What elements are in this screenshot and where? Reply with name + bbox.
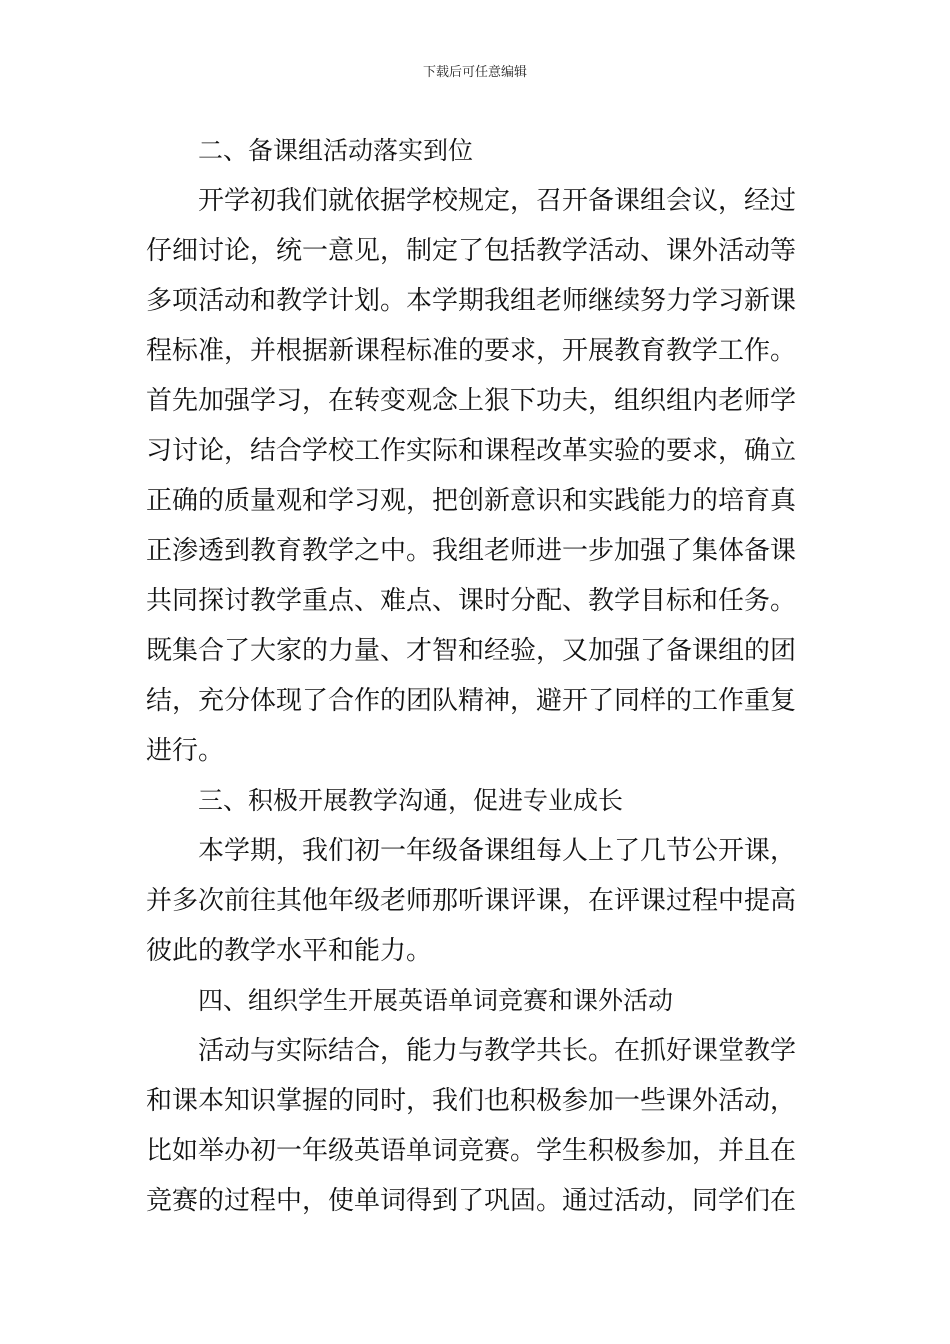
section-heading-2: 二、备课组活动落实到位 [198,136,474,165]
paragraph-line: 和课本知识掌握的同时，我们也积极参加一些课外活动， [146,1086,797,1116]
paragraph-line: 程标准，并根据新课程标准的要求，开展教育教学工作。 [146,336,797,366]
paragraph-line: 彼此的教学水平和能力。 [146,936,433,966]
paragraph-line: 比如举办初一年级英语单词竞赛。学生积极参加，并且在 [146,1136,797,1166]
paragraph-line: 首先加强学习，在转变观念上狠下功夫，组织组内老师学 [146,386,797,416]
paragraph-line: 习讨论，结合学校工作实际和课程改革实验的要求，确立 [146,436,797,466]
paragraph-line: 进行。 [146,736,225,766]
document-body [146,126,810,1226]
paragraph-line: 正渗透到教育教学之中。我组老师进一步加强了集体备课 [146,536,797,566]
paragraph-line: 结，充分体现了合作的团队精神，避开了同样的工作重复 [146,686,797,716]
paragraph-line: 正确的质量观和学习观，把创新意识和实践能力的培育真 [146,486,797,516]
paragraph-line: 活动与实际结合，能力与教学共长。在抓好课堂教学 [198,1036,797,1066]
paragraph-line: 竞赛的过程中，使单词得到了巩固。通过活动，同学们在 [146,1186,797,1216]
section-heading-4: 四、组织学生开展英语单词竞赛和课外活动 [198,986,674,1015]
paragraph-line: 仔细讨论，统一意见，制定了包括教学活动、课外活动等 [146,236,797,266]
paragraph-line: 共同探讨教学重点、难点、课时分配、教学目标和任务。 [146,586,797,616]
page-header: 下载后可任意编辑 [422,65,527,80]
paragraph-line: 多项活动和教学计划。本学期我组老师继续努力学习新课 [146,286,797,316]
section-heading-3: 三、积极开展教学沟通，促进专业成长 [198,786,624,815]
paragraph-line: 开学初我们就依据学校规定，召开备课组会议，经过 [198,186,797,216]
paragraph-line: 既集合了大家的力量、才智和经验，又加强了备课组的团 [146,636,797,666]
paragraph-line: 本学期，我们初一年级备课组每人上了几节公开课， [198,836,797,866]
paragraph-line: 并多次前往其他年级老师那听课评课，在评课过程中提高 [146,886,797,916]
